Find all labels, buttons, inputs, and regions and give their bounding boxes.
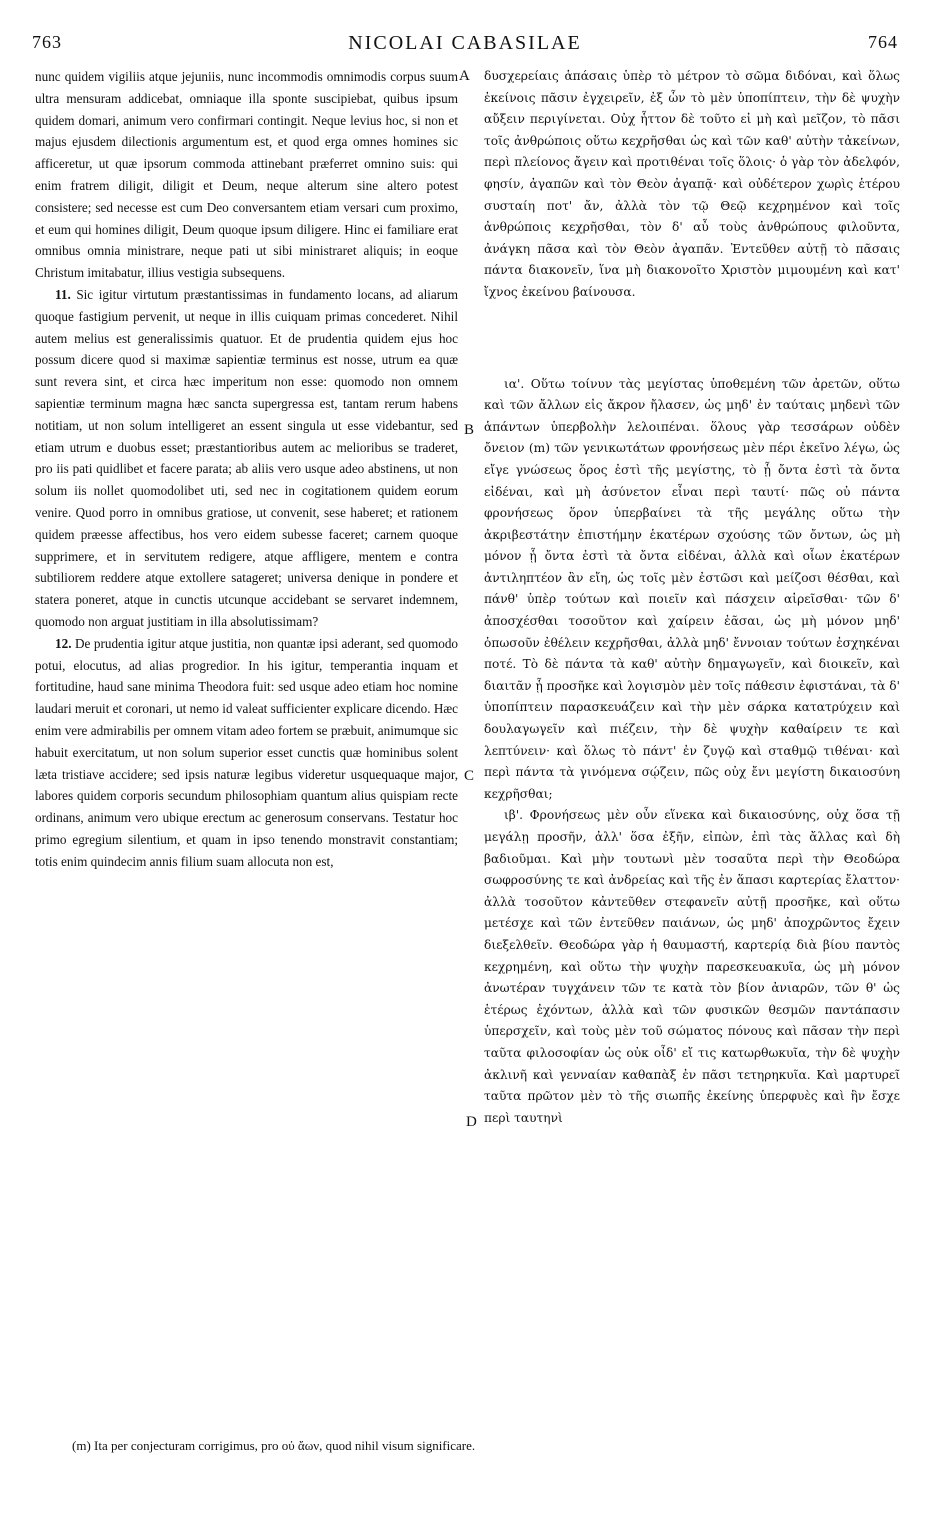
footnote: (m) Ita per conjecturam corrigimus, pro οὐ ἄων, quod nihil visum significare. (72, 1438, 476, 1453)
greek-column (484, 66, 900, 1129)
margin-letter-d: D (466, 1114, 477, 1130)
latin-paragraph-12-text: De prudentia igitur atque justitia, non quantæ ipsi aderant, sed quomodo potui, elocutus, ad alias progredior. In his igitur, temperantia inquam et fortitudine, haud sane minima Theodora fuit: sed usque adeo etiam hoc nomine laudari meruit et coronari, ut nemo id valeat sufficienter explicare dicendo. Hæc enim vere admirabilis per omnem vitam adeo fortem se præbuit, animumque sic habuit exercitatum, ut non solum superior esset cunctis quæ hominibus solent læta tristiave accidere; sed ipsis naturæ legibus videretur usquequaque major, labores quidem corporis secundum philosophiam quantum alius quispiam recte ordinans, animum vero ubique erectum ac generosum conservans. Testatur hoc primo egregium silentium, et quam in ipso tenendo monstravit constantiam; totis enim quindecim annis filium suam allocuta non est, (35, 635, 459, 869)
section-number-11: 11. (55, 286, 71, 302)
latin-paragraph-11-text: Sic igitur virtutum præstantissimas in fundamento locans, ad aliarum quoque fastigium pervenit, ut neque in illis cuiquam primas concederet. Nihil autem melius est generalissimis quatuor. Et de prudentia quidem ejus hoc possum dicere quod si maximæ sapientiæ terminus est nosse, utrum ea quæ sunt revera sint, et circa hæc imperitum non esse: quomodo non omnem sapientiæ terminum magna hæc sancta supergressa est, tantam rerum habens notitiam, ut non solum intelligeret an essent singula ut esse videbantur, sed etiam utrum e duobus esset; præstantioribus autem ac melioribus se traderet, pro iis pati quidlibet et facere parata; ab aliis vero usque adeo abstinens, ut non solum iis nollet quomodolibet uti, sed nec in cogitationem quidem eorum venire. Quod porro in omnibus gratiose, ut convenit, sese haberet; et rationem quidem præesse affectibus, hos vero eidem subesse faceret; carnem quoque supprimere, et in servitutem redigere, atque affligere, mentem e contra subtiliorem reddere atque extollere satageret; universa denique in pondere et statera poneret, atque in cunctis utcunque accidebant se servaret indemnem, quomodo non arguat justitiam in illa absolutissimam? (35, 286, 458, 629)
latin-paragraph-12 (35, 633, 458, 873)
page-number-right: 764 (868, 32, 898, 52)
latin-column (35, 66, 458, 872)
margin-letter-a: A (459, 68, 470, 84)
greek-paragraph-12: ιβ'. Φρονήσεως μὲν οὖν εἵνεκα καὶ δικαιοσύνης, οὐχ ὅσα τῇ μεγάλῃ προσῆν, ἀλλ' ὅσα ἐξῆν, εἰπὼν, ἐπὶ τὰς ἄλλας καὶ δὴ βαδιοῦμαι. Καὶ μὴν τουτωνὶ μὲν τοσαῦτα περὶ τὴν Θεοδώρα σωφροσύνης τε καὶ ἀνδρείας καὶ τῆς ἐν ἅπασι καρτερίας ἔλαττον· ἀλλὰ τοσοῦτον κἀντεῦθεν στεφανεῖν αὐτῇ προσῆκε, καὶ οὕτω μετέσχε καὶ τῶν ἐντεῦθεν παιάνων, ὡς μηδ' ἀποχρῶντος ἔχειν διεξελθεῖν. Θεοδώρα γὰρ ἡ θαυμαστή, καρτερίᾳ διὰ βίου παντὸς κεχρημένη, καὶ οὕτω τὴν ψυχὴν παρεσκευακυῖα, ὡς μὴ μόνον ἀνωτέραν τυγχάνειν τῶν τε κατὰ τὸν βίον ἀνιαρῶν, τῶν θ' ὡς ἑτέρως ἐχόντων, ἀλλὰ καὶ τῶν φυσικῶν θεσμῶν παντάπασιν ὑπερσχεῖν, καὶ τοὺς μὲν τοῦ σώματος πόνους καὶ πᾶσαν τὴν περὶ ταῦτα φιλοσοφίαν ὡς οὐκ οἶδ' εἴ τις κατωρθωκυῖα, τὴν δὲ ψυχὴν ἀκλινῆ καὶ γενναίαν καθαπὰξ ἐν πᾶσι τετηρηκυῖα. Καὶ μαρτυρεῖ ταῦτα πρῶτον μὲν τὸ τῆς σιωπῆς ἐκείνης ὑπερφυὲς καὶ ἣν ἔσχε περὶ ταυτηνὶ (484, 808, 900, 1125)
latin-paragraph-11 (35, 284, 458, 633)
margin-letter-c: C (464, 768, 475, 784)
page-number-left: 763 (32, 32, 62, 52)
page-header (32, 32, 898, 60)
latin-paragraph-1: nunc quidem vigiliis atque jejuniis, nunc incommodis omnimodis corpus suum ultra mensuram addicebat, omniaque illa sponte suscipiebat, quibus ipsum quidem domari, animum vero confirmari contingit. Neque levius hoc, si non et majus ejusdem dilectionis argumentum est, et quod erga omnes homines sic afficeretur, ut quæ ipsorum commoda attinebant præferret omnino suis: qui enim fratrem diligit, diligit et Deum, neque alterum sine altero potest consistere; sed necesse est cum Deo conversantem etiam versari cum proximo, et eum qui homines diligit, Deum quoque ipsum diligere. Hinc ei familiare erat omnibus omnia ministrare, neque pati ut sibi ministraret aliquis; in eoque Christum imitabatur, illius vestigia subsequens. (35, 69, 458, 281)
section-number-12: 12. (55, 635, 72, 651)
greek-paragraph-11: ια'. Οὕτω τοίνυν τὰς μεγίστας ὑποθεμένη τῶν ἀρετῶν, οὕτω καὶ τῶν ἄλλων εἰς ἄκρον ἤλασεν, ὡς μηδ' ἐν ταύταις μηδενὶ τῶν ἁπάντων ὑπερβολὴν λελοιπέναι. ὅλους γὰρ τεσσάρων οὐδὲν ὄνειον (m) τῶν γενικωτάτων φρονήσεως μὲν πέρι ἐκεῖνο λέγω, ὡς εἴγε γνώσεως ὅρος ἐστὶ τῆς μεγίστης, τὸ ᾗ ὄντα ἐστὶ τὰ ὄντα εἰδέναι, καὶ μὴ ἀσύνετον εἶναι περὶ ταυτί· πῶς οὐ πάντα φρονήσεως ὅρον ὑπερβαίνει τὰ τῆς μεγάλης οὕτω τὴν ἀκριβεστάτην ἐπιστήμην ἑκατέρων σχούσης τῶν ὄντων, ὡς μὴ μόνον ᾗ ὄντα ἐστὶ τὰ ὄντα εἰδέναι, ἀλλὰ καὶ οἷων ἑκατέρων ἀντιληπτέον ἂν εἴη, ὡς τοῖς μὲν ἐστῶσι καὶ μείζοσι θέσθαι, καὶ πάνθ' ὑπὲρ τούτων καὶ ποιεῖν καὶ πάσχειν αἱρεῖσθαι· τῶν δ' ἀποσχέσθαι τοσοῦτον καὶ χαίρειν ἐᾶσαι, ὡς μὴ μόνον μηδ' ὁπωσοῦν ἐθέλειν κεχρῆσθαι, ἀλλὰ μηδ' ἔννοιαν τούτων ἐσχηκέναι ποτέ. Τὸ δὲ πάντα τὰ καθ' αὐτὴν δημαγωγεῖν, καὶ διοικεῖν, καὶ διαιτᾶν ᾗ προσῆκε καὶ λογισμὸν μὲν τοῖς πάθεσιν ἐφιστάναι, τὰ δ' ὑποπίπτειν παρασκευάζειν καὶ τὴν μὲν σάρκα κατατρύχειν καὶ δουλαγωγεῖν καὶ πιέζειν, τὴν δὲ ψυχὴν καθαίρειν τε καὶ λεπτύνειν· καὶ ὅλως τὸ πάντ' ἐν ζυγῷ καὶ σταθμῷ τιθέναι· καὶ περὶ πάντα τὰ γινόμενα σῴζειν, πῶς οὐχ ἔνι μεγίστη δικαιοσύνη κεχρῆσθαι; (484, 376, 900, 801)
running-title: NICOLAI CABASILAE (348, 32, 582, 54)
margin-letter-b: B (464, 422, 475, 438)
greek-paragraph-1: δυσχερείαις ἁπάσαις ὑπὲρ τὸ μέτρον τὸ σῶμα διδόναι, καὶ ὅλως ἐκείνοις πᾶσιν ἐγχειρεῖν, ἐξ ὧν τὸ μὲν ὑποπίπτειν, τὴν δὲ ψυχὴν αὔξειν περιγίνεται. Οὐχ ἧττον δὲ τοῦτο εἰ μὴ καὶ μεῖζον, τὸ πᾶσι τοῖς ἀνθρώποις οὕτω κεχρῆσθαι ὡς καὶ τῶν καθ' αὐτὴν τἀκείνων, περὶ πλείονος ἄγειν καὶ προτιθέναι τοῖς ὅλοις· ὁ γὰρ τὸν ἀδελφόν, φησίν, ἀγαπῶν καὶ τὸν Θεὸν ἀγαπᾷ· καὶ οὐδέτερον χωρὶς ἑτέρου συσταίη ποτ' ἄν, ἀλλὰ τὸν τῷ Θεῷ κεχρημένον καὶ τοῖς ἀνθρώποις κεχρῆσθαι, τὸν δ' αὖ τοὺς ἀνθρώπους φιλοῦντα, ἀνάγκη πᾶσα καὶ τὸν Θεὸν ἀγαπᾶν. Ἐντεῦθεν αὐτῇ τὸ πᾶσαις πάντα διακονεῖν, ἵνα μὴ διακονοῖτο Χριστὸν μιμουμένη καὶ κατ' ἴχνος ἐκείνου βαίνουσα. (484, 69, 900, 299)
